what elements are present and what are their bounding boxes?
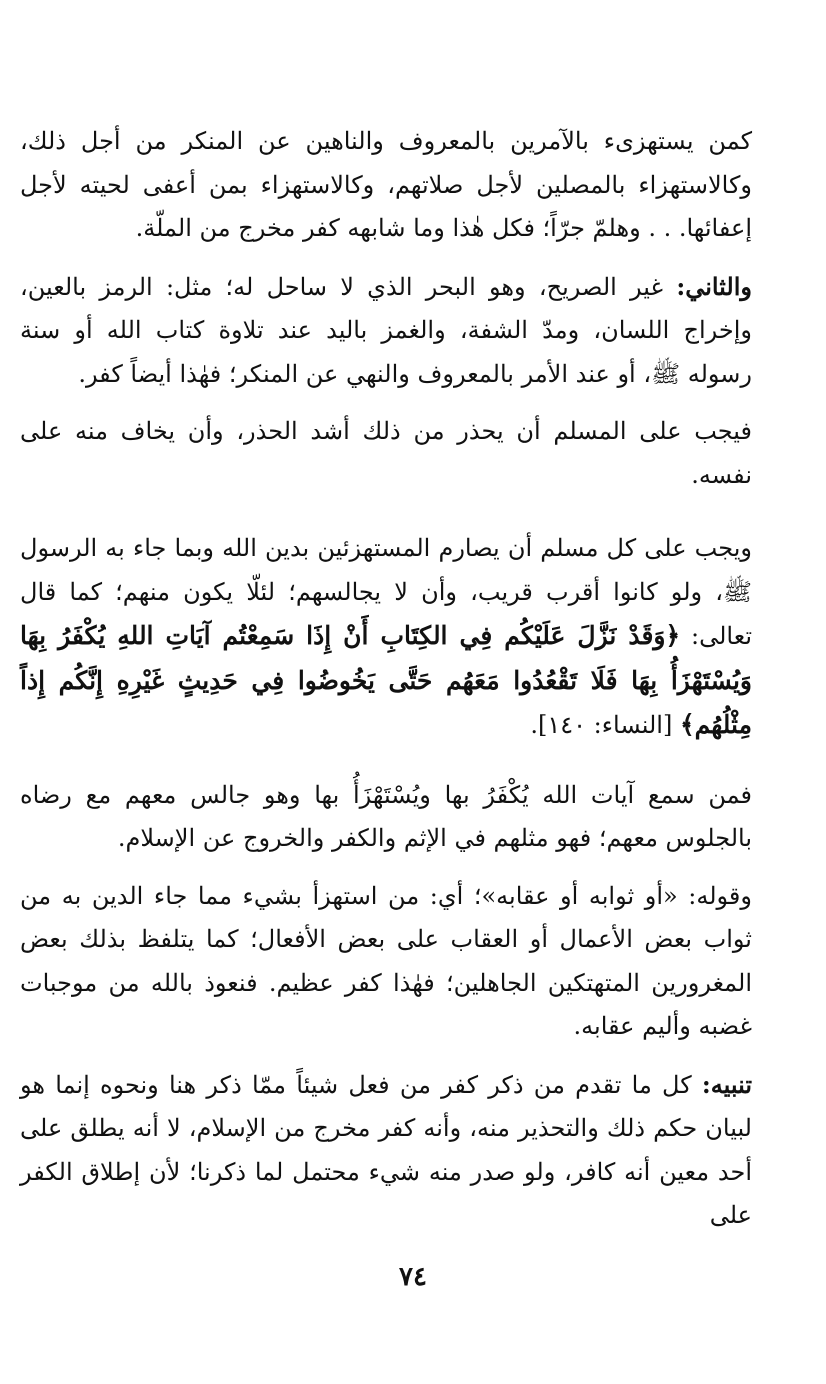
paragraph-3 xyxy=(20,410,752,497)
paragraph-7-lead: تنبيه: xyxy=(701,1069,752,1099)
paragraph-4-text: ويجب على كل مسلم أن يصارم المستهزئين بدين الله وبما جاء به الرسول ﷺ، ولو كانوا أقرب قريب، وأن لا يجالسهم؛ لئلّا يكون منهم؛ كما قال تعالى: xyxy=(20,534,753,650)
paragraph-5-text: فمن سمع آيات الله يُكْفَرُ بها ويُسْتَهْزَأُ بها وهو جالس معهم مع رضاه بالجلوس معهم؛ فهو مثلهم في الإثم والكفر والخروج عن الإسلام. xyxy=(20,780,752,852)
book-page xyxy=(20,120,752,1238)
paragraph-6 xyxy=(20,875,752,1049)
paragraph-1 xyxy=(20,120,752,251)
paragraph-2-lead: والثاني: xyxy=(676,271,752,301)
paragraph-7-text: كل ما تقدم من ذكر كفر من فعل شيئاً ممّا ذكر هنا ونحوه إنما هو لبيان حكم ذلك والتحذير منه، وأنه كفر مخرج من الإسلام، لا أنه يطلق على أحد معين أنه كافر، ولو صدر منه شيء محتمل لما ذكرنا؛ لأن إطلاق الكفر على xyxy=(20,1070,752,1229)
page-number: ٧٤ xyxy=(399,1262,427,1292)
paragraph-2 xyxy=(20,265,752,397)
paragraph-7 xyxy=(20,1063,752,1238)
verse-citation: [النساء: ١٤٠]. xyxy=(530,711,680,739)
paragraph-6-text: وقوله: «أو ثوابه أو عقابه»؛ أي: من استهزأ بشيء مما جاء الدين به من ثواب بعض الأعمال أو العقاب على بعض الأفعال؛ كما يتلفظ بذلك بعض المغرورين المتهتكين الجاهلين؛ فهٰذا كفر عظيم. فنعوذ بالله من موجبات غضبه وأليم عقابه. xyxy=(20,881,752,1040)
paragraph-5 xyxy=(20,774,752,861)
paragraph-1-text: كمن يستهزىء بالآمرين بالمعروف والناهين عن المنكر من أجل ذلك، وكالاستهزاء بالمصلين لأجل صلاتهم، وكالاستهزاء بمن أعفى لحيته لأجل إعفائها. . . وهلمّ جرّاً؛ فكل هٰذا وما شابهه كفر مخرج من الملّة. xyxy=(20,127,752,242)
paragraph-4 xyxy=(20,527,752,748)
quran-verse: ﴿وَقَدْ نَزَّلَ عَلَيْكُم فِي الكِتَابِ أَنْ إِذَا سَمِعْتُم آيَاتِ اللهِ يُكْفَرُ بِهَا وَيُسْتَهْزَأُ بِهَا فَلَا تَقْعُدُوا مَعَهُم حَتَّى يَخُوضُوا فِي حَدِيثٍ غَيْرِهِ إِنَّكُم إِذاً مِثْلُهُم﴾ xyxy=(20,621,752,739)
paragraph-3-text: فيجب على المسلم أن يحذر من ذلك أشد الحذر، وأن يخاف منه على نفسه. xyxy=(20,417,752,489)
paragraph-2-text: غير الصريح، وهو البحر الذي لا ساحل له؛ مثل: الرمز بالعين، وإخراج اللسان، ومدّ الشفة، والغمز باليد عند تلاوة كتاب الله أو سنة رسوله ﷺ، أو عند الأمر بالمعروف والنهي عن المنكر؛ فهٰذا أيضاً كفر. xyxy=(20,272,752,388)
